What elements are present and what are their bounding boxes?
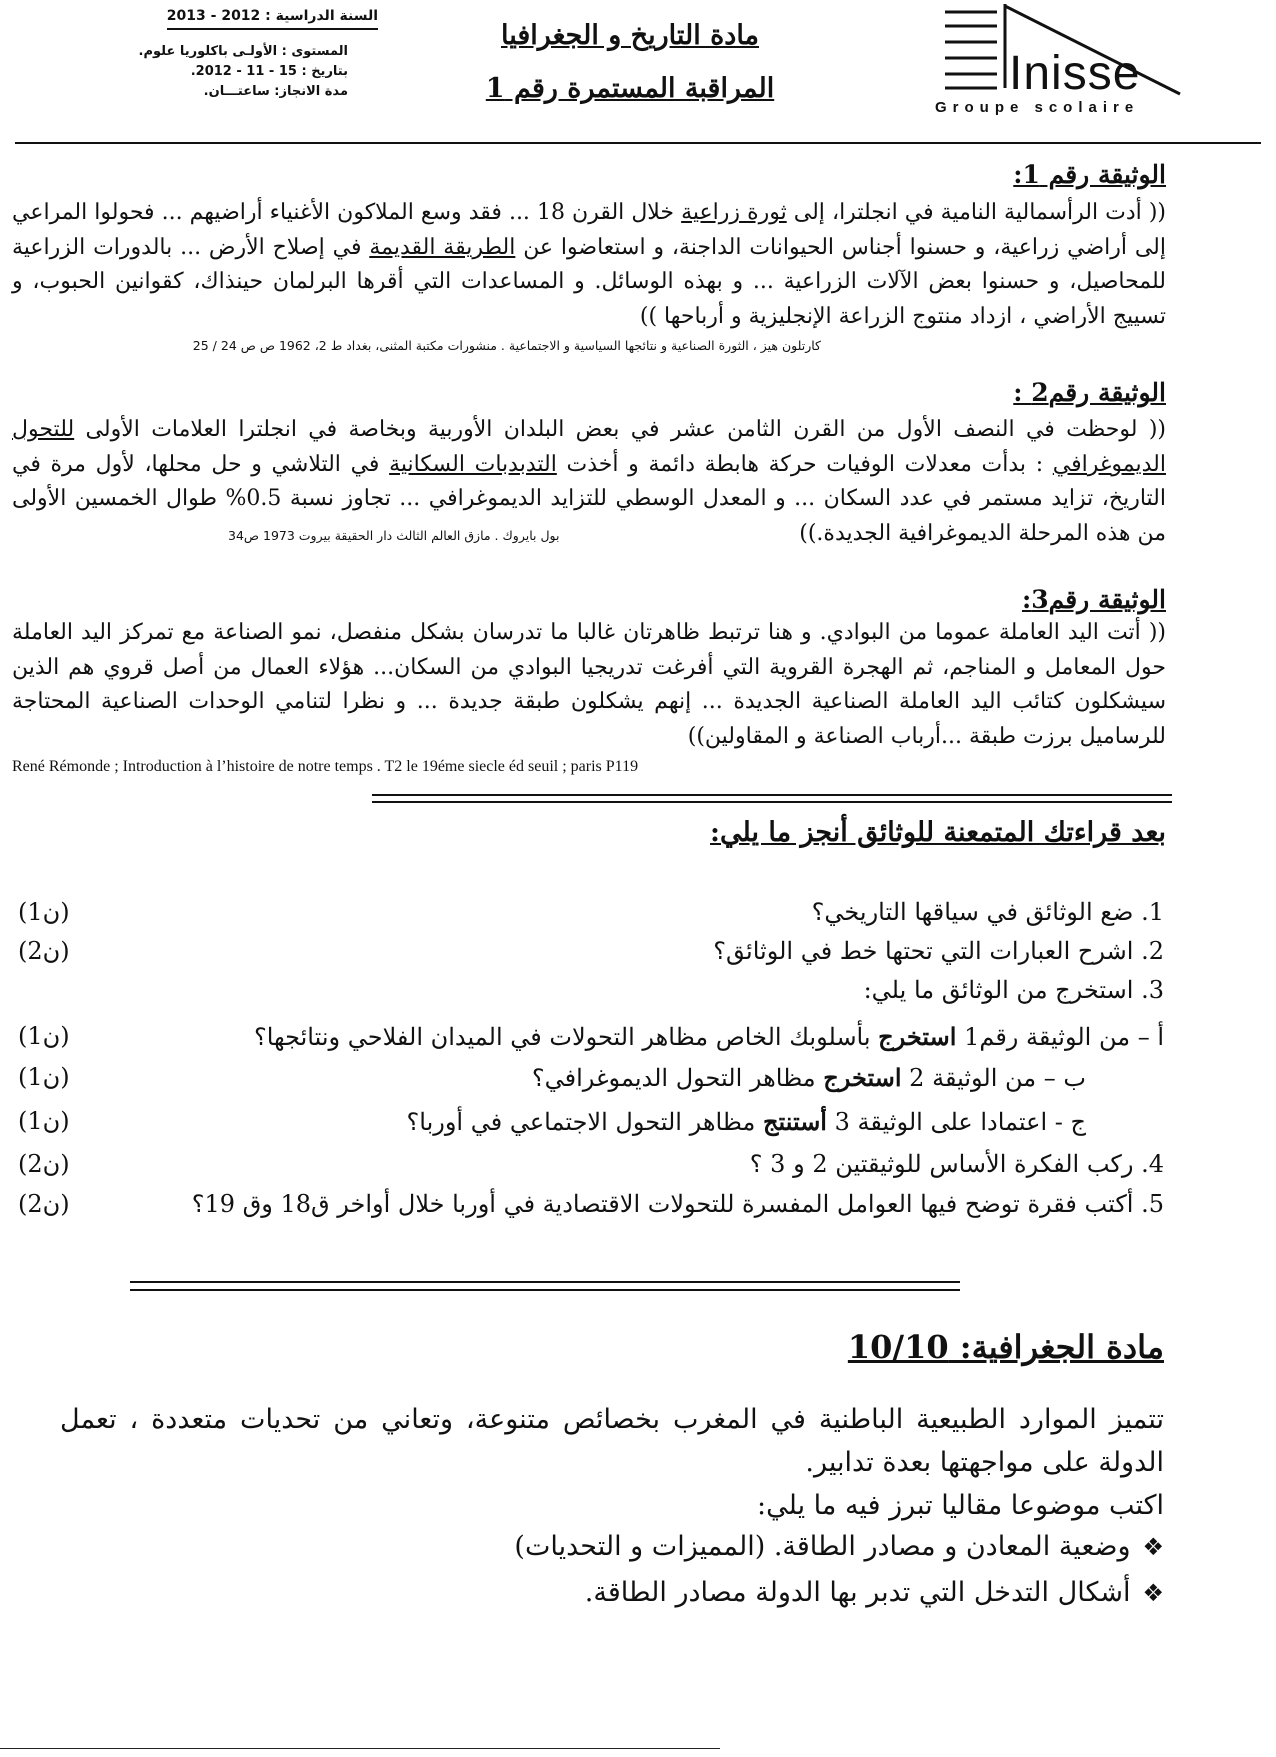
geography-bullet <box>514 1531 1164 1562</box>
document-text-segment: : بدأت معدلات الوفيات حركة هابطة دائمة و أخذت <box>556 451 1053 477</box>
subquestion-text: مظاهر التحول الاجتماعي في أوربا؟ <box>406 1108 763 1136</box>
document-3-title: الوثيقة رقم3: <box>1021 585 1166 614</box>
header-divider <box>15 142 1261 144</box>
subject-title: مادة التاريخ و الجغرافيا <box>500 20 760 51</box>
document-text-segment: في إصلاح الأرض ... بالدورات الزراعية للمحاصيل، و حسنوا بعض الآلات الزراعية ... و بهذه الوسائل. و المساعدات التي أقرها البرلمان حينذاك، كقوانين الحبوب، و تسييج الأراضي ، ازداد منتوج الزراعة الإنجليزية و أرباحها )) <box>12 234 1166 329</box>
question-number: 2. <box>1141 937 1164 965</box>
question-5-mark: (2ن) <box>18 1190 70 1218</box>
exam-date: بتاريخ : 15 - 11 - 2012. <box>190 63 348 79</box>
exam-heading <box>420 20 840 104</box>
bullet-text: وضعية المعادن و مصادر الطاقة. (المميزات و التحديات) <box>514 1531 1131 1562</box>
document-3-source: René Rémonde ; Introduction à l’histoire de notre temps . T2 le 19éme siecle éd seuil ; paris P119 <box>12 758 639 775</box>
geography-prompt <box>60 1398 1164 1527</box>
section-divider <box>130 1281 960 1291</box>
question-3 <box>864 976 1164 1004</box>
question-4-mark: (2ن) <box>18 1150 70 1178</box>
section-divider <box>372 794 1172 803</box>
subquestion-text: بأسلوبك الخاص مظاهر التحولات في الميدان الفلاحي ونتائجها؟ <box>253 1023 879 1051</box>
question-4 <box>750 1150 1164 1178</box>
geography-bullet <box>585 1577 1164 1608</box>
document-1-title: الوثيقة رقم 1: <box>1013 160 1166 189</box>
exam-info <box>18 6 378 102</box>
diamond-bullet-icon: ❖ <box>1142 1533 1164 1561</box>
questions-intro: بعد قراءتك المتمعنة للوثائق أنجز ما يلي: <box>710 817 1166 848</box>
document-2-text <box>12 413 1166 551</box>
subquestion-prefix: أ – من الوثيقة رقم1 <box>956 1023 1164 1051</box>
question-5 <box>192 1190 1164 1218</box>
geography-intro: تتميز الموارد الطبيعية الباطنية في المغرب بخصائص متنوعة، وتعاني من تحديات متعددة ، تعمل الدولة على مواجهتها بعدة تدابير. <box>60 1404 1164 1478</box>
subquestion-verb: استخرج <box>823 1063 902 1092</box>
logo-subtitle: Groupe scolaire <box>935 99 1140 116</box>
document-text-segment: خلال القرن 18 ... فقد وسع الملاكون الأغنياء أراضيهم ... فحولوا المراعي إلى أراضي زراعية، و حسنوا أجناس الحيوانات الداجنة، و استعاضوا عن <box>12 200 1166 260</box>
document-2-title: الوثيقة رقم2 : <box>1013 378 1166 407</box>
footer-line <box>0 1748 720 1749</box>
subquestion-verb: استخرج <box>878 1022 957 1051</box>
question-number: 5. <box>1141 1190 1164 1218</box>
subquestion-prefix: ج - اعتمادا على الوثيقة 3 <box>826 1108 1086 1136</box>
school-logo <box>935 4 1185 124</box>
question-3a-mark: (1ن) <box>18 1022 70 1050</box>
question-3c-mark: (1ن) <box>18 1107 70 1135</box>
geography-instruction: اكتب موضوعا مقاليا تبرز فيه ما يلي: <box>757 1490 1164 1521</box>
question-3a <box>254 1022 1164 1051</box>
subquestion-text: مظاهر التحول الديموغرافي؟ <box>531 1064 824 1092</box>
exam-duration: مدة الانجاز: ساعتـــان. <box>203 83 348 99</box>
document-3-text <box>12 616 1166 754</box>
bullet-text: أشكال التدخل التي تدبر بها الدولة مصادر الطاقة. <box>584 1577 1131 1608</box>
question-text: أكتب فقرة توضح فيها العوامل المفسرة للتحولات الاقتصادية في أوربا خلال أواخر ق18 وق 19؟ <box>191 1190 1134 1218</box>
question-3b <box>532 1063 1086 1092</box>
document-text-segment: في التلاشي و حل محلها، لأول مرة في التاريخ، تزايد مستمر في عدد السكان ... و المعدل الوسطي للتزايد الديموغرافي ... تجاوز نسبة 0.5% طوال الخمسين الأولى من هذه المرحلة الديموغرافية الجديدة.)) <box>12 451 1166 546</box>
document-text-segment: (( لوحظت في النصف الأول من القرن الثامن عشر في بعض البلدان الأوربية وبخاصة في انجلترا العلامات الأولى <box>74 417 1166 442</box>
question-2 <box>713 937 1164 965</box>
diamond-bullet-icon: ❖ <box>1142 1579 1164 1607</box>
question-2-mark: (2ن) <box>18 937 70 965</box>
question-1-mark: (1ن) <box>18 898 70 926</box>
question-3c <box>407 1107 1086 1136</box>
question-3b-mark: (1ن) <box>18 1063 70 1091</box>
document-2-source: بول بايروك . مازق العالم الثالث دار الحقيقة بيروت 1973 ص34 <box>228 528 560 543</box>
question-text: ركب الفكرة الأساس للوثيقتين 2 و 3 ؟ <box>749 1150 1134 1178</box>
question-text: اشرح العبارات التي تحتها خط في الوثائق؟ <box>713 937 1134 965</box>
geography-title: مادة الجغرافية: 10/10 <box>847 1328 1164 1366</box>
logo-name: Inisse <box>1009 47 1141 100</box>
level: المستوى : الأولـى باكلوريا علوم. <box>138 43 348 59</box>
underlined-term: الطريقة القديمة <box>369 234 516 260</box>
question-number: 4. <box>1141 1150 1164 1178</box>
question-text: ضع الوثائق في سياقها التاريخي؟ <box>811 898 1134 926</box>
document-text-segment: (( أدت الرأسمالية النامية في انجلترا، إلى <box>786 200 1167 225</box>
document-1-text <box>12 196 1166 334</box>
school-year: السنة الدراسية : 2012 - 2013 <box>167 6 378 30</box>
underlined-term: التدبدبات السكانية <box>389 451 557 477</box>
subquestion-prefix: ب – من الوثيقة 2 <box>901 1064 1086 1092</box>
question-text: استخرج من الوثائق ما يلي: <box>863 976 1134 1004</box>
question-1 <box>812 898 1164 926</box>
underlined-term: ثورة زراعية <box>681 200 787 225</box>
document-1-source: كارتلون هيز ، الثورة الصناعية و نتائجها السياسية و الاجتماعية . منشورات مكتبة المثنى، بغداد ط 2، 1962 ص ص 24 / 25 <box>192 338 821 353</box>
question-number: 3. <box>1141 976 1164 1004</box>
underlined-term: للتحول الديموغرافي <box>12 417 1166 477</box>
document-text-segment: (( أتت اليد العاملة عموما من البوادي. و هنا ترتبط ظاهرتان غالبا ما تدرسان بشكل منفصل، نمو الصناعة مع تمركز اليد العاملة حول المعامل و المناجم، ثم الهجرة القروية التي أفرغت تدريجيا البوادي من السكان... هؤلاء العمال من أصل قروي هم الذين سيشكلون كتائب اليد العاملة الصناعية الجديدة ... إنهم يشكلون طبقة جديدة ... و نظرا لتنامي الوحدات الصناعية المحتاجة للرساميل برزت طبقة ...أرباب الصناعة و المقاولين)) <box>12 620 1167 749</box>
subquestion-verb: أستنتج <box>762 1107 827 1136</box>
question-number: 1. <box>1141 898 1164 926</box>
exam-title: المراقبة المستمرة رقم 1 <box>485 73 775 104</box>
